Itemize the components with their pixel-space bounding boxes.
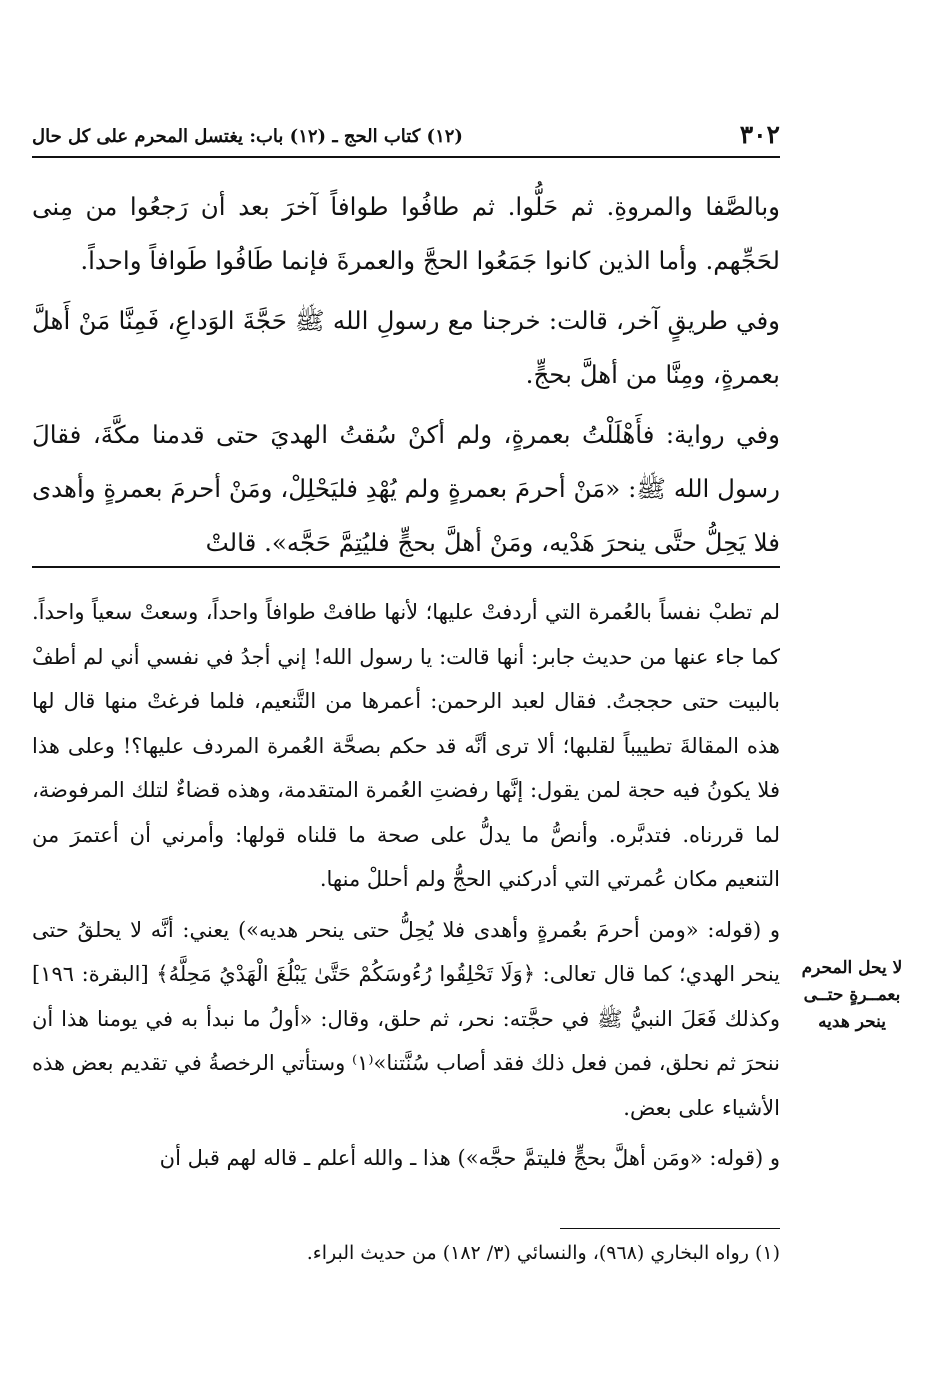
hadith-paragraph: وفي طريقٍ آخر، قالت: خرجنا مع رسولِ الله ﷺ حَجَّةَ الوَداعِ، فَمِنَّا مَنْ أَهلَّ بعمرةٍ، ومِنَّا من أهلَّ بحجٍّ.	[32, 306, 780, 389]
margin-heading-line: ينحر هديه	[818, 1012, 886, 1032]
margin-heading	[792, 955, 912, 1036]
section-divider	[32, 566, 780, 568]
commentary-paragraph: و (قوله: «ومن أحرمَ بعُمرةٍ وأهدى فلا يُحِلُّ حتى ينحر هديه») يعني: أنَّه لا يحلقُ حتى ينحر الهدي؛ كما قال تعالى: ﴿وَلَا تَحْلِقُوا رُءُوسَكُمْ حَتَّىٰ يَبْلُغَ الْهَدْيُ مَحِلَّهُ﴾ [البقرة: ١٩٦] وكذلك فَعَلَ النبيُّ ﷺ في حجَّته: نحر، ثم حلق، وقال: «أولُ ما نبدأ به في يومنا هذا أن ننحرَ ثم نحلق، فمن فعل ذلك فقد أصاب سُنَّتنا»⁽١⁾ وستأتي الرخصةُ في تقديم بعض هذه الأشياء على بعض.	[32, 917, 780, 1120]
footnote: (١) رواه البخاري (٩٦٨)، والنسائي (٣/ ١٨٢) من حديث البراء.	[306, 1242, 780, 1264]
page-number: ٣٠٢	[739, 120, 780, 149]
running-title: (١٢) كتاب الحج ـ (١٢) باب: يغتسل المحرم على كل حال	[32, 126, 463, 147]
commentary-paragraph: و (قوله: «ومَن أهلَّ بحجٍّ فليتمَّ حجَّه») هذا ـ والله أعلم ـ قاله لهم قبل أن	[159, 1146, 780, 1170]
hadith-paragraph: وفي رواية: فأَهْلَلْتُ بعمرةٍ، ولم أكنْ سُقتُ الهديَ حتى قدمنا مكَّةَ، فقالَ رسول الله ﷺ: «مَنْ أحرمَ بعمرةٍ ولم يُهْدِ فليَحْلِلْ، ومَنْ أحرمَ بعمرةٍ وأهدى فلا يَحِلُّ حتَّى ينحرَ هَدْيه، ومَنْ أهلَّ بحجٍّ فليُتِمَّ حَجَّه». قالتْ	[32, 420, 780, 557]
commentary-paragraph: لم تطبْ نفساً بالعُمرة التي أردفتْ عليها؛ لأنها طافتْ طوافاً واحداً، وسعتْ سعياً واحداً. كما جاء عنها من حديث جابر: أنها قالت: يا رسول الله! إني أجدُ في نفسي أني لم أطفْ بالبيت حتى حججتُ. فقال لعبد الرحمن: أعمرها من التَّنعيم، فلما فرغتْ منها قال لها هذه المقالةَ تطييباً لقلبها؛ ألا ترى أنَّه قد حكم بصحَّة العُمرة المردف عليها؟! وعلى هذا فلا يكونُ فيه حجة لمن يقول: إنَّها رفضتِ العُمرة المتقدمة، وهذه قضاءٌ لتلك المرفوضة، لما قررناه. فتدبَّره. وأنصُّ ما يدلُّ على صحة ما قلناه قولها: وأمرني أن أعتمرَ من التنعيم مكان عُمرتي التي أدركني الحجُّ ولم أحللْ منها.	[32, 600, 780, 891]
footnote-separator	[560, 1228, 780, 1229]
running-header	[32, 116, 780, 158]
commentary-text	[32, 590, 780, 1187]
hadith-text	[32, 180, 780, 576]
margin-heading-line: بعمــرةٍ حتــى	[803, 985, 901, 1005]
margin-heading-line: لا يحل المحرم	[801, 958, 903, 978]
hadith-paragraph: وبالصَّفا والمروةِ. ثم حَلُّوا. ثم طافُوا طوافاً آخرَ بعد أن رَجعُوا من مِنى لحَجِّهم. وأما الذين كانوا جَمَعُوا الحجَّ والعمرةَ فإنما طَافُوا طَوافاً واحداً.	[32, 192, 780, 275]
